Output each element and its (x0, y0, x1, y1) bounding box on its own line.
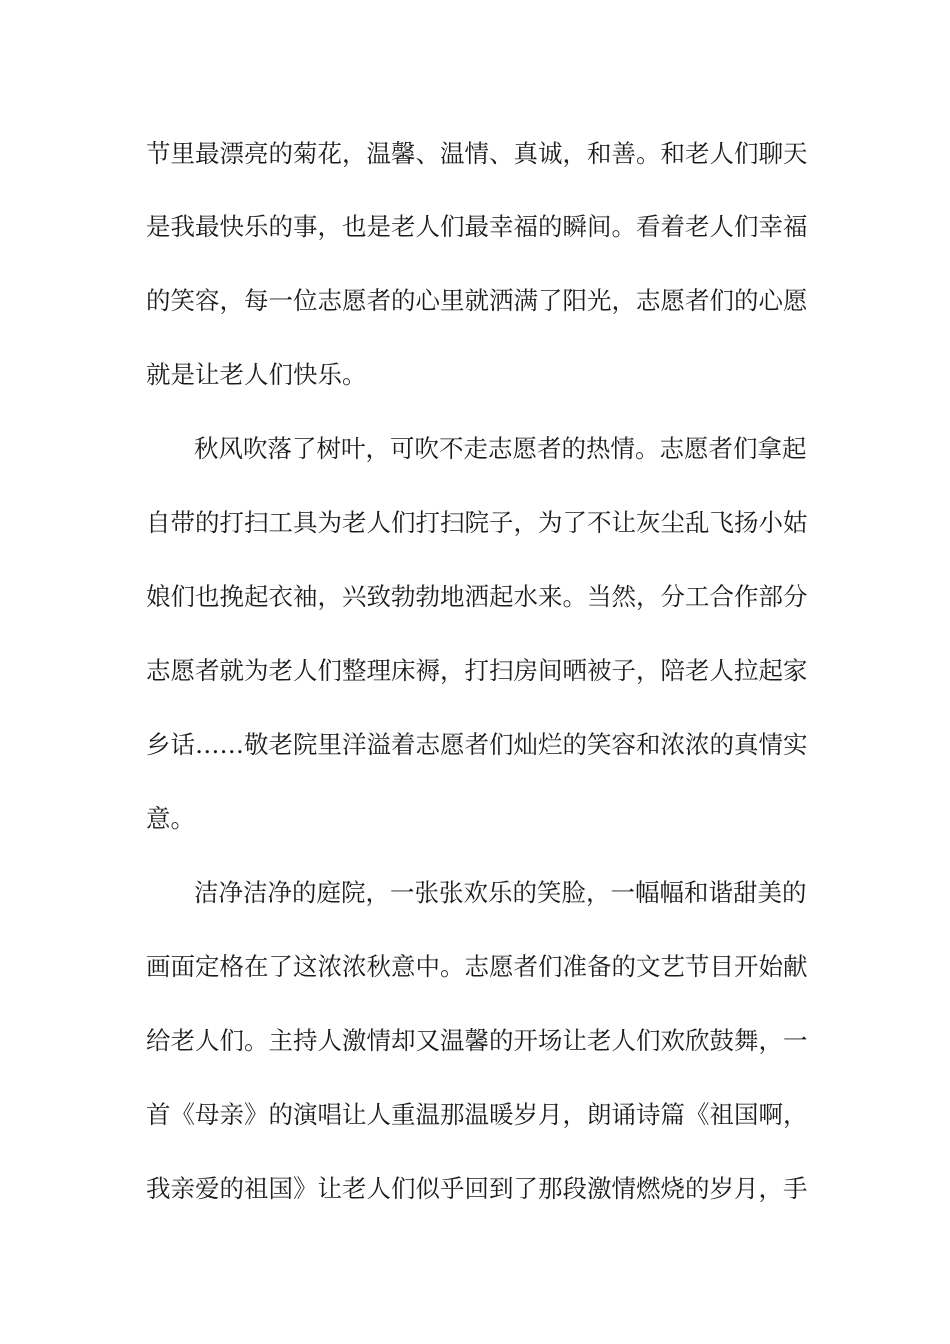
paragraph-first-line: 洁净洁净的庭院，一张张欢乐的笑脸，一幅幅和谐甜美的 (194, 878, 807, 907)
paragraph-first-line: 秋风吹落了树叶，可吹不走志愿者的热情。志愿者们拿起 (194, 434, 807, 463)
text-line: 节里最漂亮的菊花，温馨、温情、真诚，和善。和老人们聊天 (146, 139, 808, 168)
text-line: 乡话……敬老院里洋溢着志愿者们灿烂的笑容和浓浓的真情实 (146, 730, 808, 759)
text-line: 意。 (146, 804, 195, 833)
text-line: 是我最快乐的事，也是老人们最幸福的瞬间。看着老人们幸福 (146, 212, 808, 241)
text-line: 娘们也挽起衣袖，兴致勃勃地洒起水来。当然，分工合作部分 (146, 582, 808, 611)
text-line: 给老人们。主持人激情却又温馨的开场让老人们欢欣鼓舞，一 (146, 1026, 808, 1055)
text-line: 志愿者就为老人们整理床褥，打扫房间晒被子，陪老人拉起家 (146, 656, 808, 685)
text-line: 我亲爱的祖国》让老人们似乎回到了那段激情燃烧的岁月，手 (146, 1174, 808, 1203)
text-line: 就是让老人们快乐。 (146, 360, 367, 389)
text-line: 首《母亲》的演唱让人重温那温暖岁月，朗诵诗篇《祖国啊， (146, 1100, 808, 1129)
text-line: 自带的打扫工具为老人们打扫院子，为了不让灰尘乱飞扬小姑 (146, 508, 808, 537)
text-line: 画面定格在了这浓浓秋意中。志愿者们准备的文艺节目开始献 (146, 952, 808, 981)
text-line: 的笑容，每一位志愿者的心里就洒满了阳光，志愿者们的心愿 (146, 286, 808, 315)
